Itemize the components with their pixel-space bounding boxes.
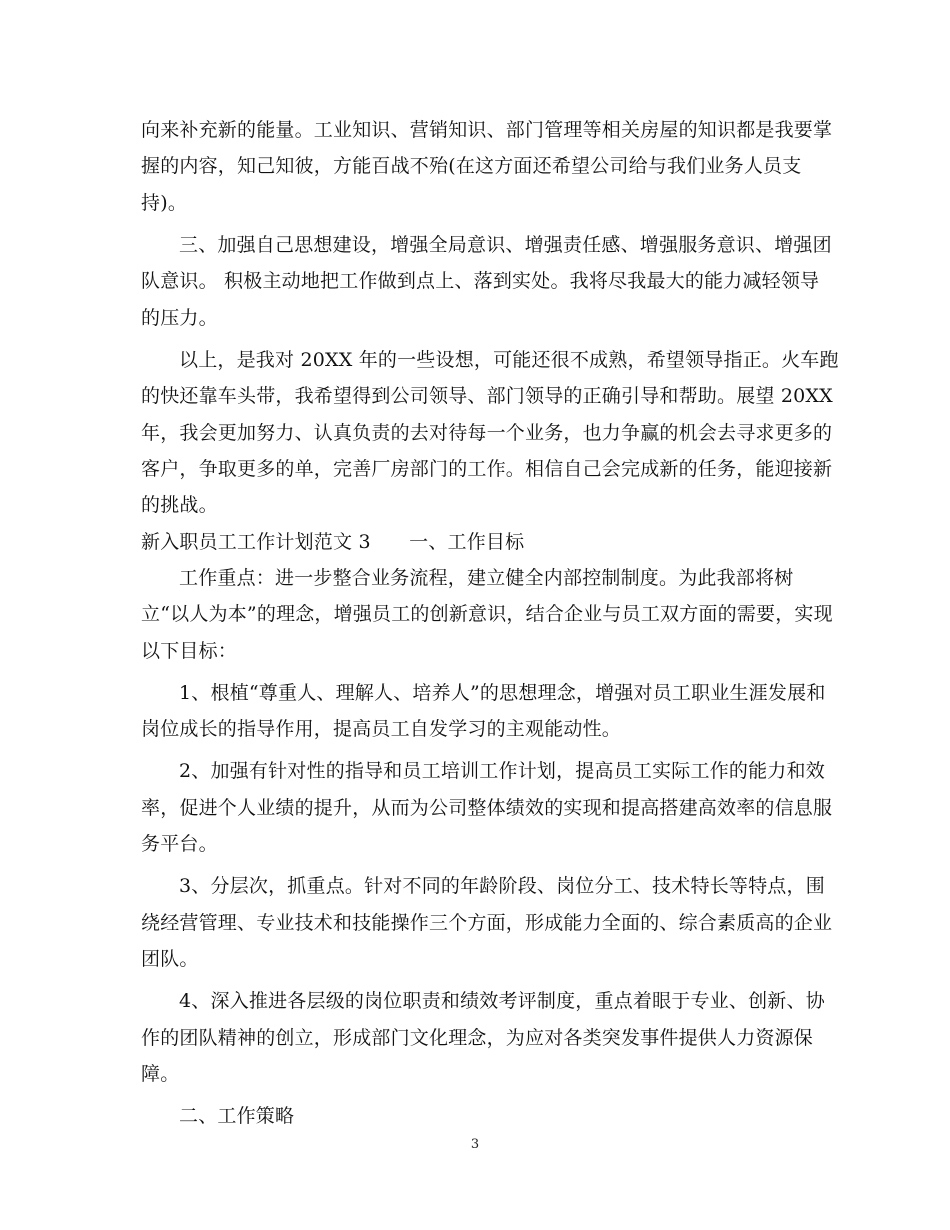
text-line: 团队。 [141,948,199,971]
page-number: 3 [470,1137,480,1152]
text-line: 工作重点：进一步整合业务流程，建立健全内部控制制度。为此我部将树 [179,567,794,590]
text-line: 立“以人为本”的理念，增强员工的创新意识，结合企业与员工双方面的需要，实现 [141,603,833,626]
text-line: 年，我会更加努力、认真负责的去对待每一个业务，也力争赢的机会去寻求更多的 [141,421,833,444]
text-line: 握的内容，知己知彼，方能百战不殆(在这方面还希望公司给与我们业务人员支 [141,155,802,178]
text-line: 的快还靠车头带，我希望得到公司领导、部门领导的正确引导和帮助。展望 20XX [141,385,833,408]
text-line: 的压力。 [141,306,218,329]
section-heading: 新入职员工工作计划范文 3 一、工作目标 [141,530,525,553]
text-line: 作的团队精神的创立，形成部门文化理念，为应对各类突发事件提供人力资源保 [141,1026,814,1049]
section-heading: 二、工作策略 [179,1104,295,1127]
text-line: 队意识。 积极主动地把工作做到点上、落到实处。我将尽我最大的能力减轻领导 [141,270,820,293]
text-line: 以下目标： [141,639,238,662]
text-line: 的挑战。 [141,494,218,517]
text-line: 绕经营管理、专业技术和技能操作三个方面，形成能力全面的、综合素质高的企业 [141,911,833,934]
text-line: 2、加强有针对性的指导和员工培训工作计划，提高员工实际工作的能力和效 [179,760,825,783]
text-line: 三、加强自己思想建设，增强全局意识、增强责任感、增强服务意识、增强团 [179,233,832,256]
document-body [141,112,839,1134]
text-line: 向来补充新的能量。工业知识、营销知识、部门管理等相关房屋的知识都是我要掌 [141,119,833,141]
text-line: 务平台。 [141,833,218,856]
text-line: 1、根植“尊重人、理解人、培养人”的思想理念，增强对员工职业生涯发展和 [179,681,826,704]
text-line: 持)。 [141,191,188,214]
text-line: 3、分层次，抓重点。针对不同的年龄阶段、岗位分工、技术特长等特点，围 [179,875,825,898]
text-line: 岗位成长的指导作用，提高员工自发学习的主观能动性。 [141,718,622,741]
text-line: 障。 [141,1062,180,1085]
text-line: 4、深入推进各层级的岗位职责和绩效考评制度，重点着眼于专业、创新、协 [179,990,825,1013]
text-line: 以上，是我对 20XX 年的一些设想，可能还很不成熟，希望领导指正。火车跑 [179,348,839,371]
text-line: 率，促进个人业绩的提升，从而为公司整体绩效的实现和提高搭建高效率的信息服 [141,796,833,819]
text-line: 客户，争取更多的单，完善厂房部门的工作。相信自己会完成新的任务，能迎接新 [141,457,833,480]
